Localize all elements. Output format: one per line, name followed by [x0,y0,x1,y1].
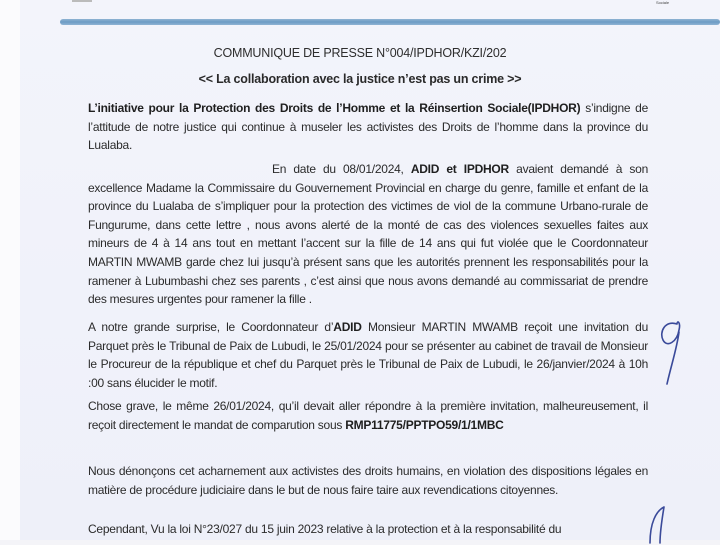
paragraph-law: Cependant, Vu la loi N°23/027 du 15 juin 2023 relative à la protection et à la responsabilité du [88,522,562,536]
letterhead-rule [60,19,720,25]
case-reference: RMP11775/PPTPO59/1/1MBC [345,417,504,432]
paragraph-mandate: Chose grave, le même 26/01/2024, qu’il devait aller répondre à la première invitation, malheureusement, il reçoit directement le mandat de comparution sous RMP11775/PPTPO59/1/1MBC [88,399,648,432]
paragraph-denounce: Nous dénonçons cet acharnement aux activistes des droits humains, en violation des dispositions légales en matière de procédure judiciaire dans le but de nous faire taire aux revendications citoyennes. [88,464,648,497]
document-subtitle: << La collaboration avec la justice n’est pas un crime >> [198,72,522,86]
paragraph-invitation: A notre grande surprise, le Coordonnateur d’ADID Monsieur MARTIN MWAMB reçoit une invitation du Parquet près le Tribunal de Paix de Lubudi, le 25/01/2024 pour se présenter au cabinet de travail de Monsieur le Procureur de la république et chef du Parquet près le Tribunal de Paix de Lubudi, le 26/janvier/2024 à 10h :00 sans élucider le motif. [88,320,649,390]
letterhead-text: Sociale [656,0,670,5]
paragraph-intro: L’initiative pour la Protection des Droits de l’Homme et la Réinsertion Sociale(IPDHOR) s’indigne de l’attitude de notre justice qui continue à museler les activistes des Droits de l’homme dans la province du Lualaba. [88,101,649,153]
letterhead-mark-left [72,0,92,2]
paragraph-letter: En date du 08/01/2024, ADID et IPDHOR avaient demandé à son excellence Madame la Commissaire du Gouvernement Provincial en charge du genre, famille et enfant de la province du Lualaba de s’impliquer pour la protection des victimes de viol de la commune Urbano-rurale de Fungurume, dans cette lettre , nous avons alerté de la monté de cas des violences sexuelles faites aux mineurs de 4 à 14 ans tout en mettant l’accent sur la fille de 14 ans qui fut violée que le Coordonnateur MARTIN MWAMB garde chez lui jusqu’à présent sans que les autorités prennent les responsabilités pour la ramener à Lubumbashi chez ses parents , c’est ainsi que nous avons demandé au commissariat de prendre des mesures urgentes pour ramener la fille . [88,162,649,307]
document-title: COMMUNIQUE DE PRESSE N°004/IPDHOR/KZI/202 [213,46,507,60]
org-name: L’initiative pour la Protection des Droits de l’Homme et la Réinsertion Sociale(IPDHOR) [88,101,581,115]
letterhead-mark-right [656,0,676,5]
